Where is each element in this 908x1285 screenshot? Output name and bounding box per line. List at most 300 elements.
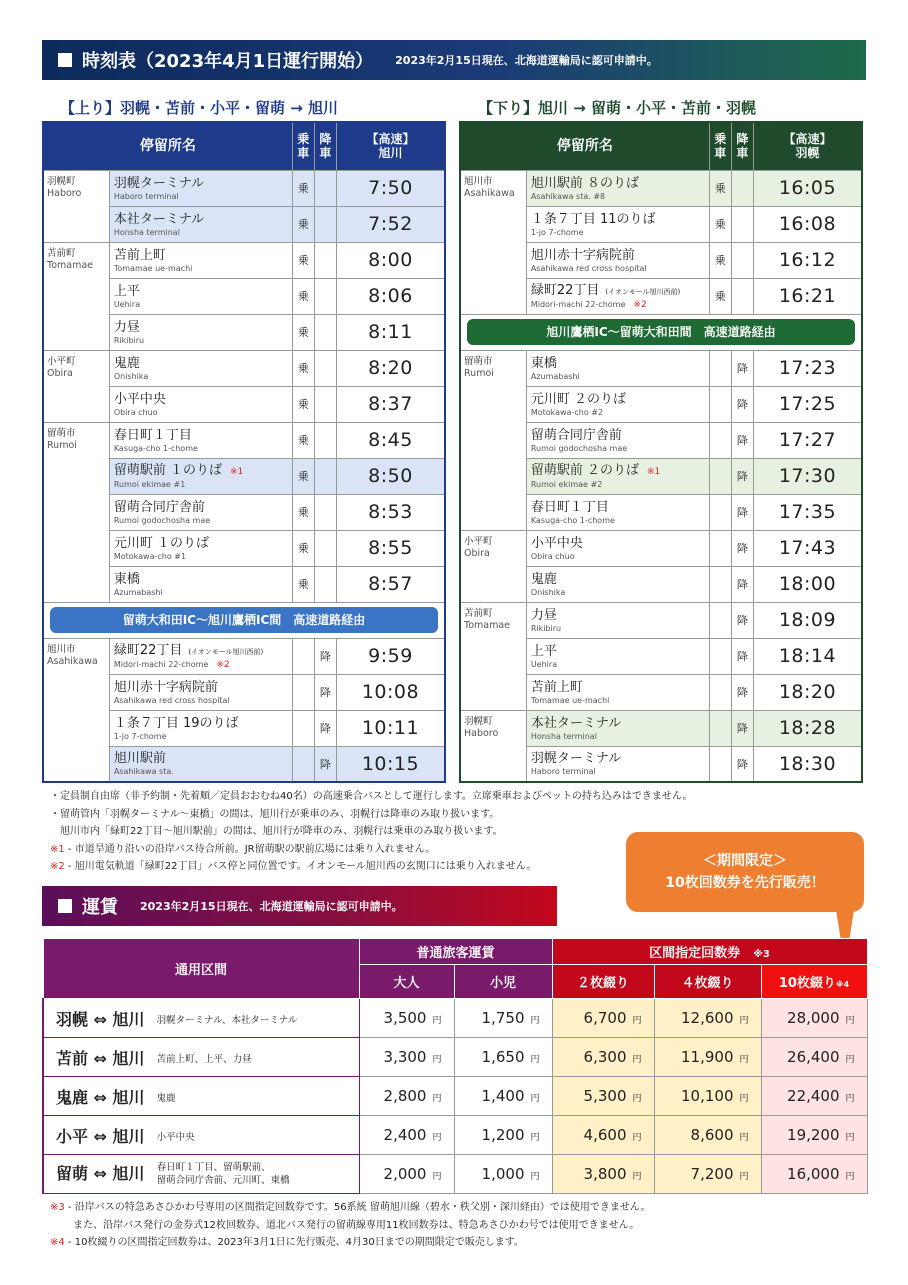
fare-amount: 7,200 <box>690 1165 734 1183</box>
alight-mark-cell: 降 <box>731 458 753 494</box>
stop-name-en-text: Tomamae ue-machi <box>113 263 193 273</box>
departure-time: 16:12 <box>753 242 862 278</box>
stop-name-en <box>531 300 705 310</box>
area-name-ja: 苫前町 <box>47 247 76 259</box>
square-icon <box>58 53 72 67</box>
schedule-note: 2023年2月15日現在、北海道運輸局に認可申請中。 <box>395 54 658 67</box>
stop-name-text: 東橋 <box>113 571 140 587</box>
fare-section-header: 通用区間 <box>43 939 359 999</box>
stop-name-en <box>114 300 288 309</box>
area-cell <box>43 422 109 602</box>
stop-name-en <box>114 264 288 273</box>
dest-header: 【高速】 旭川 <box>336 122 445 170</box>
note-text: 旭川市内「緑町22丁目〜旭川駅前」の間は、旭川行が降車のみ、羽幌行は乗車のみ取り扱います。 <box>50 826 503 837</box>
stop-name-cell <box>109 674 292 710</box>
stop-name-text: 旭川駅前 ８のりば <box>530 175 639 191</box>
fare-coupon-2 <box>552 999 654 1038</box>
expressway-band: 旭川鷹栖IC〜留萌大和田間 高速道路経由 <box>467 319 855 345</box>
fare-route-cell <box>43 1155 359 1194</box>
fare-title: 運賃 <box>82 897 118 918</box>
stop-name-cell <box>526 206 709 242</box>
alight-mark-cell <box>731 206 753 242</box>
stop-name-ja <box>531 283 705 300</box>
stop-name-en-text: Onishika <box>113 371 149 381</box>
fare-coupon-2 <box>552 1155 654 1194</box>
band-cell <box>43 602 445 638</box>
fare-coupon-10 <box>761 1038 867 1077</box>
fare-2-header: ２枚綴り <box>552 965 654 999</box>
stop-name-cell <box>526 386 709 422</box>
stop-name-ja <box>114 751 288 767</box>
yen-unit: 円 <box>632 1055 642 1065</box>
area-cell <box>43 350 109 422</box>
stop-name-en <box>114 336 288 345</box>
fare-10-header <box>761 965 867 999</box>
stop-name-cell <box>109 746 292 782</box>
stop-row <box>460 170 862 206</box>
stop-name-en <box>114 767 288 776</box>
fare-adult-header: 大人 <box>359 965 454 999</box>
stop-name-ja <box>531 212 705 228</box>
stop-name-text: 本社ターミナル <box>530 715 622 731</box>
area-name-en: Obira <box>47 367 73 379</box>
stop-name-en-text: Rumoi ekimae #2 <box>530 480 603 489</box>
stop-name-en <box>114 516 288 525</box>
board-mark-cell: 乗 <box>292 314 314 350</box>
fare-amount: 2,400 <box>383 1126 427 1144</box>
yen-unit: 円 <box>432 1172 442 1182</box>
area-cell <box>460 530 526 602</box>
area-name-en: Rumoi <box>47 439 77 451</box>
board-header: 乗 車 <box>292 122 314 170</box>
band-cell <box>460 314 862 350</box>
departure-time: 17:23 <box>753 350 862 386</box>
fare-amount: 16,000 <box>787 1165 840 1183</box>
alight-mark-cell <box>314 278 336 314</box>
area-name-en: Asahikawa <box>464 187 515 199</box>
fare-amount: 22,400 <box>787 1087 840 1105</box>
fare-amount: 6,300 <box>583 1048 627 1066</box>
stop-name-text: 小平中央 <box>113 391 166 407</box>
note-line <box>50 806 693 824</box>
yen-unit: 円 <box>632 1094 642 1104</box>
fare-child <box>454 1077 552 1116</box>
yen-unit: 円 <box>739 1016 749 1026</box>
note-text: また、沿岸バス発行の金券式12枚回数券、道北バス発行の留萌線専用11枚回数券は、特急あさひかわ号では使用できません。 <box>50 1219 640 1231</box>
area-name-ja: 小平町 <box>464 535 493 547</box>
stop-name-text: 緑町22丁目 <box>530 282 600 298</box>
fare-route-cell <box>43 1077 359 1116</box>
stop-name-text: 緑町22丁目 <box>113 642 183 658</box>
alight-mark-cell: 降 <box>731 602 753 638</box>
alight-mark-cell: 降 <box>314 674 336 710</box>
stop-name-en-text: Asahikawa red cross hospital <box>113 695 230 705</box>
stop-name-ja <box>114 463 288 480</box>
board-mark-cell <box>709 602 731 638</box>
stop-name-cell <box>526 494 709 530</box>
yen-unit: 円 <box>530 1172 540 1182</box>
alight-mark-cell <box>731 242 753 278</box>
board-mark-cell <box>709 422 731 458</box>
fare-amount: 5,300 <box>583 1087 627 1105</box>
fare-adult <box>359 1038 454 1077</box>
yen-unit: 円 <box>530 1016 540 1026</box>
stop-name-en <box>114 192 288 201</box>
departure-time: 8:06 <box>336 278 445 314</box>
stop-name-cell <box>109 422 292 458</box>
fare-amount: 8,600 <box>690 1126 734 1144</box>
fare-coupon-10 <box>761 999 867 1038</box>
promo-line2: 10枚回数券を先行販売！ <box>665 875 825 891</box>
stop-name-en-text: Haboro terminal <box>113 191 179 201</box>
fare-10-label: 10枚綴り <box>778 976 836 991</box>
fare-row <box>43 1077 867 1116</box>
stop-name-en-text: Motokawa-cho #1 <box>113 551 187 561</box>
fare-normal-header: 普通旅客運賃 <box>359 939 552 965</box>
fare-amount: 1,400 <box>481 1087 525 1105</box>
stop-name-ja <box>531 716 705 732</box>
stop-name-en-text: Azumabashi <box>530 371 580 381</box>
stop-name-ja <box>531 500 705 516</box>
stop-name-en-text: Midori-machi 22-chome <box>530 299 626 309</box>
alight-mark-cell <box>314 170 336 206</box>
board-mark-cell: 乗 <box>292 206 314 242</box>
stop-name-ja <box>114 716 288 732</box>
stop-name-text: 春日町１丁目 <box>113 427 192 443</box>
stop-row <box>460 530 862 566</box>
stop-name-ja <box>531 536 705 552</box>
fare-table <box>42 938 868 1194</box>
area-name-en: Haboro <box>464 727 499 739</box>
area-cell <box>460 602 526 710</box>
departure-time: 10:15 <box>336 746 445 782</box>
stop-note-mark: ※1 <box>646 467 661 477</box>
stop-name-en-text: Haboro terminal <box>530 767 596 777</box>
board-mark-cell <box>709 494 731 530</box>
fare-amount: 2,800 <box>383 1087 427 1105</box>
stop-name-en-text: Rumoi ekimae #1 <box>113 480 186 489</box>
alight-mark-cell <box>314 458 336 494</box>
departure-time: 8:00 <box>336 242 445 278</box>
stop-name-ja <box>531 248 705 264</box>
stop-row <box>460 602 862 638</box>
departure-time: 17:27 <box>753 422 862 458</box>
fare-route-cell <box>43 999 359 1038</box>
yen-unit: 円 <box>432 1094 442 1104</box>
alight-mark-cell <box>314 206 336 242</box>
stop-row <box>43 350 445 386</box>
fare-amount: 1,750 <box>481 1009 525 1027</box>
stop-name-en-text: Motokawa-cho #2 <box>530 407 604 417</box>
stop-name-en-text: Tomamae ue-machi <box>530 695 610 705</box>
fare-coupon-4 <box>654 1038 761 1077</box>
yen-unit: 円 <box>530 1055 540 1065</box>
yen-unit: 円 <box>432 1016 442 1026</box>
stop-name-cell <box>109 170 292 206</box>
fare-child <box>454 1155 552 1194</box>
stop-name-cell <box>109 458 292 494</box>
area-cell <box>460 170 526 314</box>
departure-time: 17:30 <box>753 458 862 494</box>
stop-row <box>43 170 445 206</box>
stop-name-cell <box>526 458 709 494</box>
stop-name-cell <box>526 350 709 386</box>
stop-name-en <box>531 408 705 417</box>
board-mark-cell: 乗 <box>292 422 314 458</box>
stop-name-en-text: Onishika <box>530 587 566 597</box>
fare-child-header: 小児 <box>454 965 552 999</box>
yen-unit: 円 <box>845 1094 855 1104</box>
area-name-ja: 羽幌町 <box>464 715 493 727</box>
stop-name-en-text: Honsha terminal <box>113 227 180 237</box>
stop-note-mark: ※1 <box>229 467 244 477</box>
stop-name-en <box>114 372 288 381</box>
alight-header: 降 車 <box>731 122 753 170</box>
board-mark-cell: 乗 <box>292 386 314 422</box>
alight-mark-cell: 降 <box>731 710 753 746</box>
fare-row <box>43 1038 867 1077</box>
stop-name-en <box>531 480 705 489</box>
stop-name-text: 鬼鹿 <box>530 571 557 587</box>
stop-row <box>43 638 445 674</box>
stop-name-ja <box>531 392 705 408</box>
stop-name-cell <box>109 314 292 350</box>
board-mark-cell <box>709 350 731 386</box>
stop-name-en-text: Uehira <box>530 659 558 669</box>
fare-amount: 19,200 <box>787 1126 840 1144</box>
yen-unit: 円 <box>739 1094 749 1104</box>
departure-time: 18:28 <box>753 710 862 746</box>
stop-name-text: 留萌駅前 １のりば <box>113 463 222 478</box>
alight-mark-cell: 降 <box>314 746 336 782</box>
departure-time: 18:00 <box>753 566 862 602</box>
board-mark-cell: 乗 <box>292 494 314 530</box>
stop-name-cell <box>109 386 292 422</box>
board-mark-cell <box>709 386 731 422</box>
stop-name-cell <box>526 170 709 206</box>
board-mark-cell <box>709 710 731 746</box>
fare-amount: 26,400 <box>787 1048 840 1066</box>
stop-name-ja <box>531 428 705 444</box>
stop-name-text: 旭川駅前 <box>113 751 166 767</box>
fare-route-name: 苫前 ⇔ 旭川 <box>56 1048 145 1068</box>
stop-name-cell <box>526 746 709 782</box>
stop-name-text: 鬼鹿 <box>113 355 140 371</box>
board-mark-cell <box>709 638 731 674</box>
yen-unit: 円 <box>432 1055 442 1065</box>
board-mark-cell: 乗 <box>709 242 731 278</box>
fare-coupon-10 <box>761 1155 867 1194</box>
stop-name-en-text: Midori-machi 22-chome <box>113 659 209 669</box>
stop-name-en <box>531 696 705 705</box>
fare-amount: 3,500 <box>383 1009 427 1027</box>
note-line <box>50 1234 650 1252</box>
fare-row <box>43 999 867 1038</box>
departure-time: 8:45 <box>336 422 445 458</box>
stop-name-ja <box>531 644 705 660</box>
note-text: - 旭川電気軌道「緑町22丁目」バス停と同位置です。イオンモール旭川西の玄関口には乗り入れません。 <box>64 861 537 872</box>
area-name-ja: 旭川市 <box>464 175 493 187</box>
area-cell <box>43 170 109 242</box>
promo-line1: ＜期間限定＞ <box>703 853 787 869</box>
fare-route-via: 鬼鹿 <box>156 1092 176 1104</box>
stop-name-en <box>114 228 288 237</box>
area-cell <box>43 242 109 350</box>
schedule-header <box>42 40 866 80</box>
alight-mark-cell: 降 <box>314 710 336 746</box>
stop-name-en <box>531 228 705 237</box>
stop-name-sub: (イオンモール旭川西前) <box>188 647 264 656</box>
stop-name-cell <box>109 350 292 386</box>
stop-name-en-text: Honsha terminal <box>530 731 597 741</box>
note-mark: ※1 <box>50 843 65 855</box>
yen-unit: 円 <box>845 1133 855 1143</box>
stop-name-en <box>114 660 288 670</box>
yen-unit: 円 <box>739 1055 749 1065</box>
fare-amount: 4,600 <box>583 1126 627 1144</box>
area-name-en: Asahikawa <box>47 655 98 667</box>
departure-time: 7:50 <box>336 170 445 206</box>
departure-time: 8:37 <box>336 386 445 422</box>
departure-time: 17:35 <box>753 494 862 530</box>
fare-route-name: 留萌 ⇔ 旭川 <box>56 1163 145 1183</box>
note-mark: ※4 <box>50 1237 65 1248</box>
stop-name-ja <box>114 392 288 408</box>
stop-name-text: 苫前上町 <box>530 679 583 695</box>
stop-name-text: 旭川赤十字病院前 <box>113 679 218 695</box>
departure-time: 8:20 <box>336 350 445 386</box>
stop-name-ja <box>531 356 705 372</box>
stop-name-text: １条７丁目 19のりば <box>113 715 239 731</box>
stop-name-en <box>114 444 288 453</box>
stop-name-ja <box>114 320 288 336</box>
fare-amount: 11,900 <box>681 1048 734 1066</box>
fare-header <box>42 886 557 926</box>
board-mark-cell: 乗 <box>292 458 314 494</box>
alight-mark-cell: 降 <box>731 530 753 566</box>
down-direction-title: 【下り】旭川 → 留萌・小平・苫前・羽幌 <box>478 99 757 117</box>
stop-name-cell <box>526 638 709 674</box>
stop-name-text: 苫前上町 <box>113 247 166 263</box>
fare-coupon-10 <box>761 1077 867 1116</box>
note-text: - 沿岸バスの特急あさひかわ号専用の区間指定回数券です。56系統 留萌旭川線（碧水・秩父別・深川経由）では使用できません。 <box>64 1202 651 1213</box>
board-mark-cell <box>709 458 731 494</box>
stop-name-en-text: Kasuga-cho 1-chome <box>113 443 198 453</box>
departure-time: 10:11 <box>336 710 445 746</box>
fare-amount: 1,000 <box>481 1165 525 1183</box>
stop-name-ja <box>531 608 705 624</box>
fare-coupon-label: 区間指定回数券 <box>649 946 741 961</box>
stop-name-cell <box>526 674 709 710</box>
timetable-header-row <box>460 122 862 170</box>
fare-route-cell <box>43 1038 359 1077</box>
area-name-en: Rumoi <box>464 367 494 379</box>
stop-name-en-text: Obira chuo <box>530 551 575 561</box>
departure-time: 17:43 <box>753 530 862 566</box>
fare-4-header: ４枚綴り <box>654 965 761 999</box>
fare-row <box>43 1116 867 1155</box>
stop-name-cell <box>526 422 709 458</box>
board-header: 乗 車 <box>709 122 731 170</box>
stop-note-mark: ※2 <box>216 659 230 670</box>
fare-adult <box>359 1077 454 1116</box>
stop-name-en <box>531 588 705 597</box>
stop-name-ja <box>531 572 705 588</box>
stop-name-text: 上平 <box>530 643 557 659</box>
fare-coupon-2 <box>552 1116 654 1155</box>
board-mark-cell <box>709 530 731 566</box>
fare-amount: 1,650 <box>481 1048 525 1066</box>
area-name-ja: 羽幌町 <box>47 175 76 187</box>
yen-unit: 円 <box>632 1016 642 1026</box>
fare-coupon-4 <box>654 1077 761 1116</box>
stop-name-en <box>114 408 288 417</box>
stop-name-text: 力昼 <box>530 607 557 623</box>
square-icon <box>58 899 72 913</box>
dest-header: 【高速】 羽幌 <box>753 122 862 170</box>
note-line <box>50 841 693 859</box>
stop-row <box>43 242 445 278</box>
fare-coupon-10 <box>761 1116 867 1155</box>
stop-name-cell <box>526 278 709 314</box>
stop-name-en-text: 1-jo 7-chome <box>113 731 167 741</box>
stop-name-ja <box>114 176 288 192</box>
departure-time: 8:55 <box>336 530 445 566</box>
stop-name-ja <box>114 428 288 444</box>
note-mark: ※2 <box>50 861 65 872</box>
area-name-ja: 小平町 <box>47 355 76 367</box>
stop-name-text: 上平 <box>113 283 140 299</box>
fare-route-name: 羽幌 ⇔ 旭川 <box>56 1009 145 1029</box>
stop-name-ja <box>531 463 705 480</box>
fare-route-name: 鬼鹿 ⇔ 旭川 <box>56 1087 145 1107</box>
stop-name-cell <box>109 638 292 674</box>
stop-name-en <box>531 732 705 741</box>
stop-name-ja <box>114 248 288 264</box>
board-mark-cell: 乗 <box>292 278 314 314</box>
stop-header: 停留所名 <box>460 122 709 170</box>
stop-name-text: 力昼 <box>113 319 140 335</box>
area-name-en: Obira <box>464 547 490 559</box>
alight-mark-cell <box>314 422 336 458</box>
stop-name-en <box>114 480 288 489</box>
fare-coupon-2 <box>552 1038 654 1077</box>
fare-amount: 6,700 <box>583 1009 627 1027</box>
fare-amount: 10,100 <box>681 1087 734 1105</box>
band-row <box>460 314 862 350</box>
stop-name-text: 留萌駅前 ２のりば <box>530 463 639 478</box>
departure-time: 8:57 <box>336 566 445 602</box>
stop-name-text: 春日町１丁目 <box>530 499 609 515</box>
stop-name-en <box>531 444 705 453</box>
stop-name-text: 羽幌ターミナル <box>113 175 205 191</box>
fare-adult <box>359 1155 454 1194</box>
stop-name-ja <box>114 643 288 660</box>
board-mark-cell <box>292 746 314 782</box>
stop-name-text: 留萌合同庁舎前 <box>530 427 622 443</box>
stop-name-cell <box>109 278 292 314</box>
stop-name-en <box>531 552 705 561</box>
stop-name-cell <box>109 206 292 242</box>
stop-name-en <box>531 767 705 776</box>
stop-row <box>43 422 445 458</box>
stop-name-ja <box>114 356 288 372</box>
fare-row <box>43 1155 867 1194</box>
note-line <box>50 1199 650 1217</box>
stop-name-text: 東橋 <box>530 355 557 371</box>
stop-name-en-text: Azumabashi <box>113 587 163 597</box>
yen-unit: 円 <box>632 1133 642 1143</box>
